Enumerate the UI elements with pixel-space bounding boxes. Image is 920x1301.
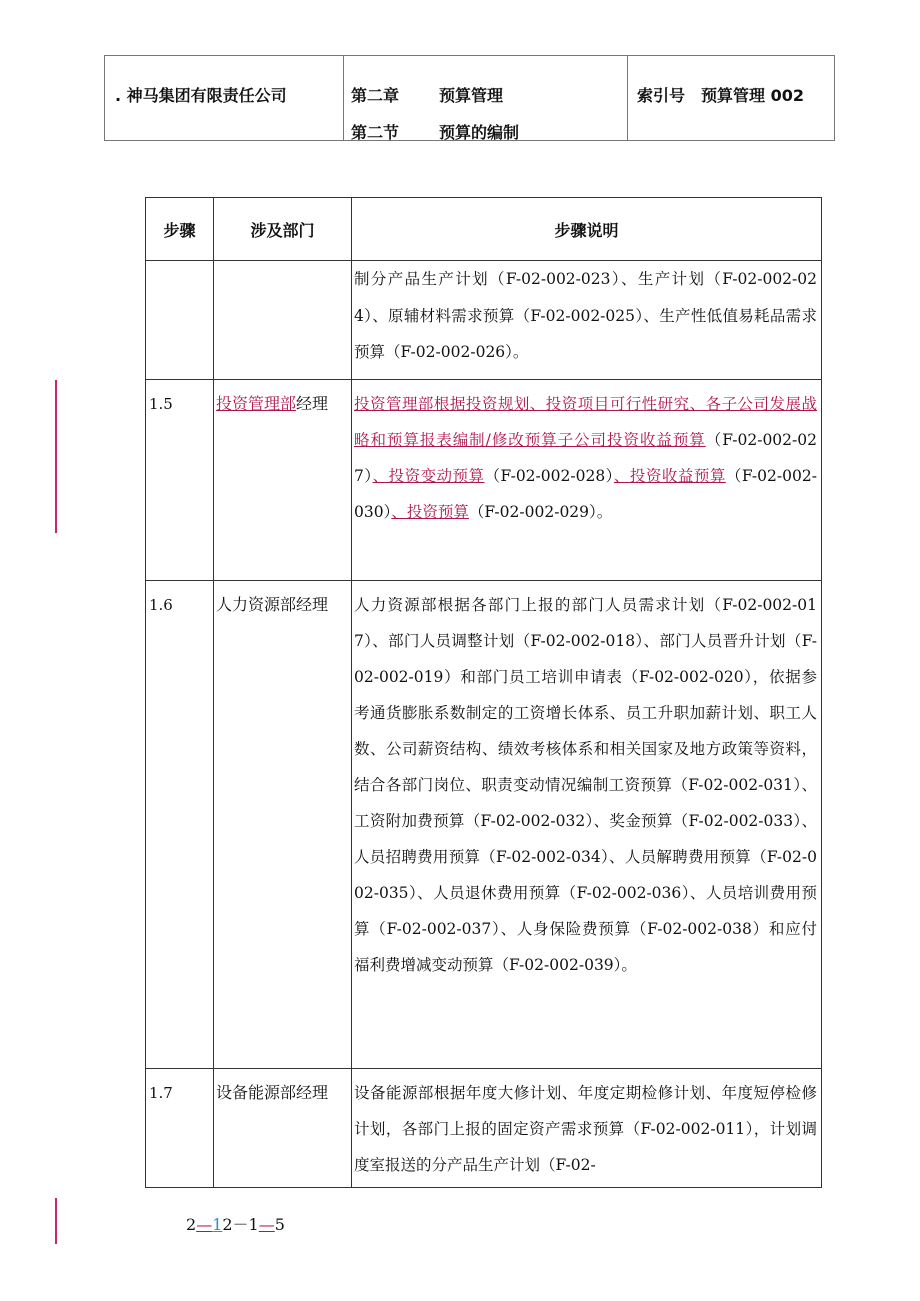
change-bar [55, 1198, 57, 1244]
form-code: （F-02-002-029）。 [468, 502, 613, 521]
step-cell: 1.7 [146, 1068, 214, 1187]
form-code: （F-02-002-028） [484, 466, 614, 485]
form-code: （F-02-002-030） [354, 466, 817, 521]
index-label: 索引号 [637, 86, 686, 105]
company-name: . 神马集团有限责任公司 [115, 86, 287, 105]
chapter-title: 预算管理 [439, 86, 504, 105]
department-cell: 人力资源部经理 [214, 580, 352, 1068]
revised-text: 投资收益预算 [629, 466, 726, 485]
steps-table [145, 197, 822, 1188]
form-code: （F-02-002-027） [354, 430, 817, 485]
page-number-part: 5 [274, 1215, 285, 1234]
page-number-part: 2 [186, 1215, 197, 1234]
section-label: 第二节 [351, 123, 400, 142]
revision-dash: — [196, 1215, 213, 1234]
revised-department-text: 投资管理部 [216, 393, 297, 413]
section-title: 预算的编制 [439, 123, 520, 142]
table-row [146, 580, 822, 1068]
document-header [104, 55, 835, 141]
header-company-cell [105, 56, 344, 140]
revised-text: 、 [613, 466, 630, 485]
revised-text: 、投资变动预算 [372, 466, 485, 485]
revision-dash: — [258, 1215, 275, 1234]
table-row [146, 1068, 822, 1187]
column-header-department: 涉及部门 [214, 198, 352, 261]
revised-text: 、投资预算 [391, 502, 469, 521]
index-value: 预算管理 002 [701, 86, 804, 105]
department-cell: 设备能源部经理 [214, 1068, 352, 1187]
page-number [186, 1212, 285, 1235]
department-suffix: 经理 [296, 393, 329, 413]
description-cell: 设备能源部根据年度大修计划、年度定期检修计划、年度短停检修计划，各部门上报的固定资产需求预算（F-02-002-011），计划调度室报送的分产品生产计划（F-02- [352, 1068, 822, 1187]
step-cell: 1.5 [146, 379, 214, 580]
header-index-cell [627, 56, 834, 140]
header-chapter-cell [343, 56, 628, 140]
change-bar [55, 380, 57, 533]
revision-marker: 1 [212, 1215, 223, 1234]
column-header-step: 步骤 [146, 198, 214, 261]
description-cell [352, 379, 822, 580]
table-row [146, 379, 822, 580]
revised-text: 投资管理部根据投资规划、投资项目可行性研究、各子公司发展战略和预算报表编制/修改预算子公司投资收益预算 [354, 394, 817, 449]
table-row [146, 261, 822, 380]
column-header-description: 步骤说明 [352, 198, 822, 261]
page-number-part: 2－1 [222, 1215, 259, 1234]
description-cell: 人力资源部根据各部门上报的部门人员需求计划（F-02-002-017）、部门人员调整计划（F-02-002-018）、部门人员晋升计划（F-02-002-019）和部门员工培训申请表（F-02-002-020），依据参考通货膨胀系数制定的工资增长体系、员工升职加薪计划、职工人数、公司薪资结构、绩效考核体系和相关国家及地方政策等资料，结合各部门岗位、职责变动情况编制工资预算（F-02-002-031）、工资附加费预算（F-02-002-032）、奖金预算（F-02-002-033）、人员招聘费用预算（F-02-002-034）、人员解聘费用预算（F-02-002-035）、人员退休费用预算（F-02-002-036）、人员培训费用预算（F-02-002-037）、人身保险费预算（F-02-002-038）和应付福利费增减变动预算（F-02-002-039）。 [352, 580, 822, 1068]
department-cell [214, 261, 352, 380]
table-header-row [146, 198, 822, 261]
step-cell: 1.6 [146, 580, 214, 1068]
description-cell: 制分产品生产计划（F-02-002-023）、生产计划（F-02-002-024）、原辅材料需求预算（F-02-002-025）、生产性低值易耗品需求预算（F-02-002-026）。 [352, 261, 822, 380]
step-cell [146, 261, 214, 380]
department-cell [214, 379, 352, 580]
chapter-label: 第二章 [351, 86, 400, 105]
